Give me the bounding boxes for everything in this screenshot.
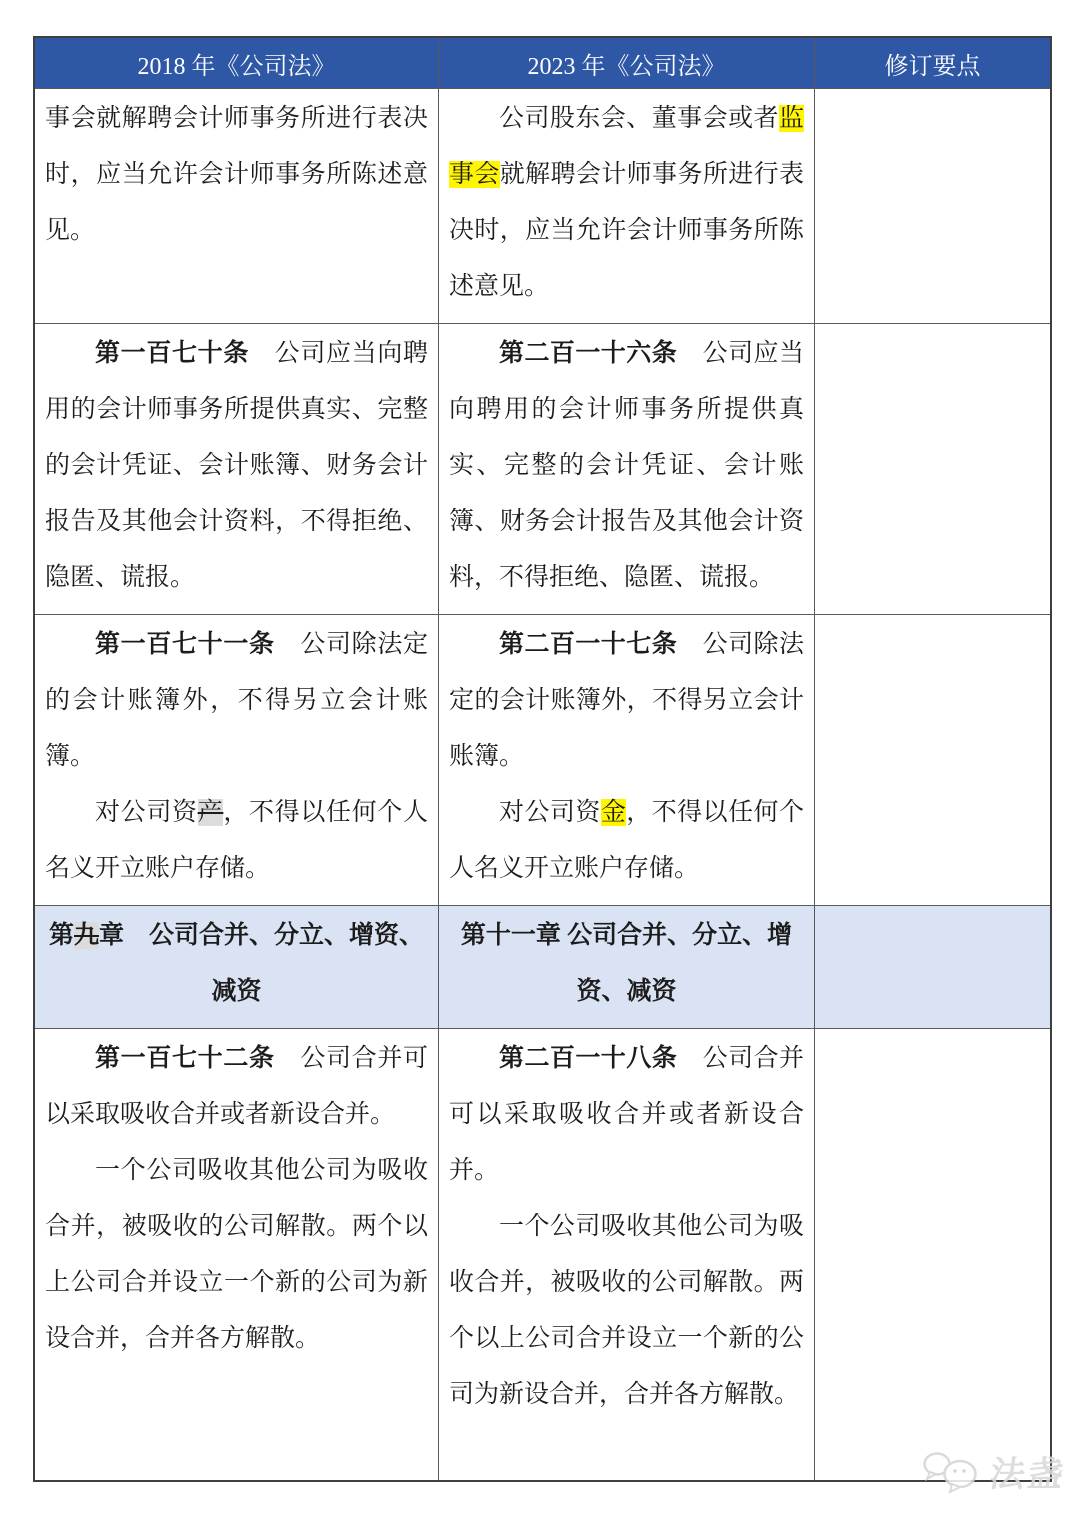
text-run: 对公司资 <box>95 799 198 826</box>
text-run: 就解聘会计师事务所进行表决时，应当允许会计师事务所陈述意见。 <box>449 161 804 300</box>
table-cell <box>35 906 439 1029</box>
text-run: ，不得以任何个人名义开立账户存储。 <box>449 799 804 882</box>
table-cell <box>439 324 815 615</box>
table-cell <box>439 89 815 324</box>
wechat-icon <box>922 1448 984 1501</box>
text-run: 公司应当向聘用的会计师事务所提供真实、完整的会计凭证、会计账簿、财务会计报告及其他会计资料，不得拒绝、隐匿、谎报。 <box>45 340 428 591</box>
text-run: 第二百一十八条 <box>499 1045 678 1072</box>
table-row <box>35 1029 1050 1480</box>
highlighted-text: 九 <box>73 922 99 949</box>
text-run: 对公司资 <box>499 799 601 826</box>
table-cell <box>439 906 815 1029</box>
paragraph <box>449 617 804 785</box>
text-run: 章 公司合并、分立、增资、减资 <box>99 922 425 1005</box>
table-cell <box>35 89 439 324</box>
text-run: 公司合并可以采取吸收合并或者新设合并。 <box>449 1045 804 1184</box>
table-cell <box>815 324 1050 615</box>
table-row <box>35 615 1050 906</box>
paragraph <box>45 908 428 1020</box>
table-header-row <box>35 38 1050 89</box>
text-run: ，不得以任何个人名义开立账户存储。 <box>45 799 428 882</box>
paragraph <box>449 91 804 315</box>
text-run: 第一百七十条 <box>95 340 249 367</box>
text-run: 第 <box>48 922 74 949</box>
paragraph <box>45 785 428 897</box>
table-body <box>35 89 1050 1480</box>
table-cell <box>815 615 1050 906</box>
watermark-label: 法盏 <box>987 1455 1069 1494</box>
paragraph <box>449 908 804 1020</box>
paragraph <box>45 1143 428 1367</box>
text-run: 第十一章 公司合并、分立、增资、减资 <box>460 922 793 1005</box>
paragraph <box>449 1199 804 1423</box>
text-run: 公司除法定的会计账簿外，不得另立会计账簿。 <box>45 631 428 770</box>
paragraph <box>45 617 428 785</box>
table-cell <box>35 324 439 615</box>
watermark <box>922 1448 1069 1501</box>
table-cell <box>815 906 1050 1029</box>
highlighted-text: 金 <box>600 799 627 826</box>
text-run: 公司除法定的会计账簿外，不得另立会计账簿。 <box>449 631 804 770</box>
text-run: 一个公司吸收其他公司为吸收合并，被吸收的公司解散。两个以上公司合并设立一个新的公司为新设合并，合并各方解散。 <box>45 1157 428 1352</box>
table-cell <box>35 615 439 906</box>
paragraph <box>45 1031 428 1143</box>
table-cell <box>439 1029 815 1480</box>
text-run: 一个公司吸收其他公司为吸收合并，被吸收的公司解散。两个以上公司合并设立一个新的公司为新设合并，合并各方解散。 <box>449 1213 804 1408</box>
header-cell-2023: 2023 年《公司法》 <box>439 38 815 89</box>
text-run: 第一百七十一条 <box>95 631 275 658</box>
table-row <box>35 906 1050 1029</box>
text-run: 第一百七十二条 <box>95 1045 275 1072</box>
table-cell <box>815 89 1050 324</box>
text-run: 公司股东会、董事会或者 <box>499 105 779 132</box>
table-row <box>35 89 1050 324</box>
table-cell <box>35 1029 439 1480</box>
header-cell-revision-points: 修订要点 <box>815 38 1050 89</box>
text-run: 公司合并可以采取吸收合并或者新设合并。 <box>45 1045 428 1128</box>
comparison-table <box>33 36 1052 1482</box>
paragraph <box>449 1031 804 1199</box>
text-run: 第二百一十七条 <box>499 631 678 658</box>
paragraph <box>45 91 428 259</box>
paragraph <box>45 326 428 606</box>
paragraph <box>449 785 804 897</box>
text-run: 事会就解聘会计师事务所进行表决时，应当允许会计师事务所陈述意见。 <box>45 105 428 244</box>
header-cell-2018: 2018 年《公司法》 <box>35 38 439 89</box>
paragraph <box>449 326 804 606</box>
table-cell <box>439 615 815 906</box>
table-cell <box>815 1029 1050 1480</box>
text-run: 公司应当向聘用的会计师事务所提供真实、完整的会计凭证、会计账簿、财务会计报告及其他会计资料，不得拒绝、隐匿、谎报。 <box>449 340 804 591</box>
table-row <box>35 324 1050 615</box>
highlighted-text: 产 <box>197 799 224 826</box>
highlighted-text: 监事会 <box>449 105 804 188</box>
text-run: 第二百一十六条 <box>499 340 678 367</box>
